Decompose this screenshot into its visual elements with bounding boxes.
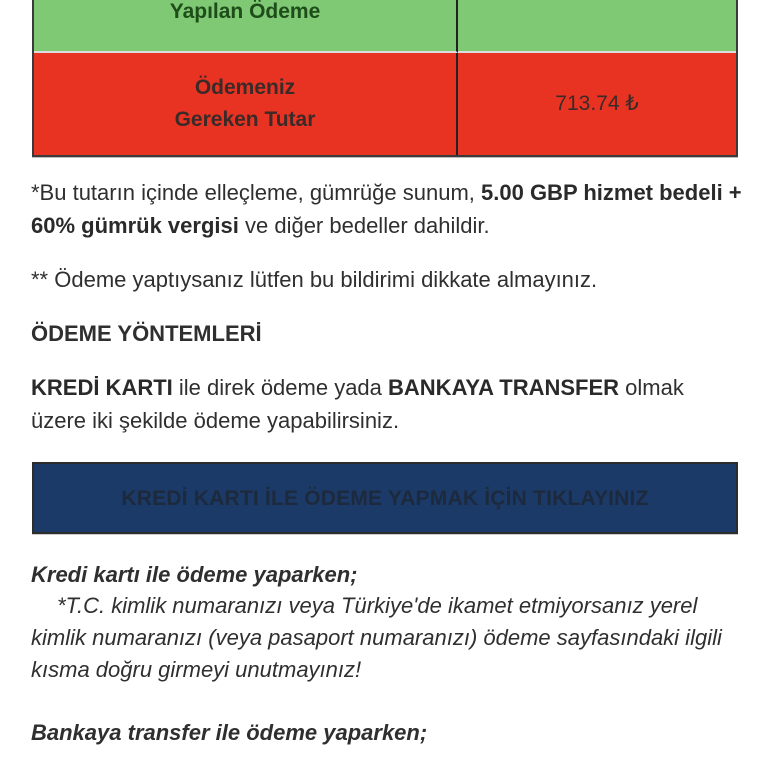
fee-note-suffix: ve diğer bedeller dahildir. xyxy=(238,213,490,238)
paid-amount-label: Yapılan Ödeme xyxy=(169,0,321,23)
paid-amount-label-cell xyxy=(34,0,458,53)
fee-note-bold: 5.00 GBP hizmet bedeli + 60% gümrük vergisi xyxy=(31,180,742,238)
fee-note xyxy=(31,176,743,242)
paid-amount-value-cell xyxy=(458,0,736,53)
amount-due-value-cell xyxy=(458,53,736,155)
credit-card-info-body xyxy=(31,590,743,686)
fee-note-prefix: *Bu tutarın içinde elleçleme, gümrüğe sunum, xyxy=(31,180,482,205)
bank-transfer-info-heading: Bankaya transfer ile ödeme yaparken; xyxy=(31,720,428,745)
amount-due-value: 713.74 ₺ xyxy=(555,92,639,115)
credit-card-bold: KREDİ KARTI xyxy=(31,375,173,400)
methods-text-2: olmak üzere iki şekilde ödeme yapabilirsiniz. xyxy=(31,375,684,433)
ignore-note: ** Ödeme yaptıysanız lütfen bu bildirimi dikkate almayınız. xyxy=(31,267,598,292)
amount-due-label-line2: Gereken Tutar xyxy=(174,108,316,131)
credit-card-info-heading: Kredi kartı ile ödeme yaparken; xyxy=(31,562,358,587)
paid-amount-row xyxy=(34,0,736,53)
amount-due-label-cell xyxy=(34,53,458,155)
amount-due-label-line1: Ödemeniz xyxy=(194,76,296,99)
payment-summary-table xyxy=(32,0,738,157)
payment-methods-heading: ÖDEME YÖNTEMLERİ xyxy=(31,321,262,346)
payment-methods-text xyxy=(31,371,743,437)
credit-card-pay-button[interactable]: KREDİ KARTI İLE ÖDEME YAPMAK İÇİN TIKLAYINIZ xyxy=(32,462,738,534)
page-content xyxy=(31,176,743,749)
amount-due-row xyxy=(34,53,736,155)
bank-transfer-bold: BANKAYA TRANSFER xyxy=(388,375,620,400)
methods-text-1: ile direk ödeme yada xyxy=(172,375,389,400)
credit-card-info-text: *T.C. kimlik numaranızı veya Türkiye'de ikamet etmiyorsanız yerel kimlik numaranızı (veya pasaport numaranızı) ödeme sayfasındaki ilgili kısma doğru girmeyi unutmayınız! xyxy=(31,593,722,682)
